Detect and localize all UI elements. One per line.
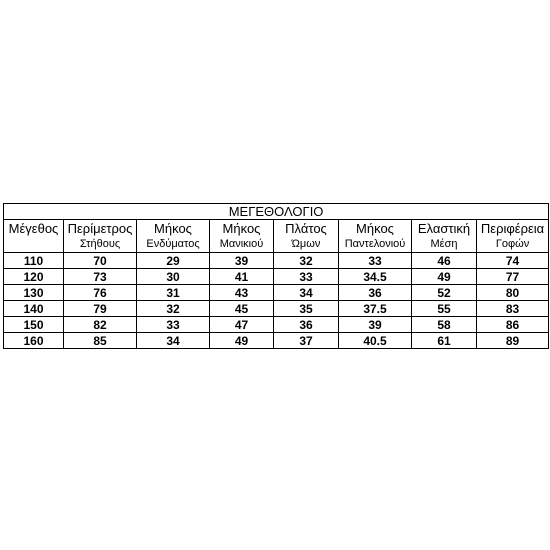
size-cell: 150	[4, 317, 64, 333]
measurement-cell: 35	[274, 301, 339, 317]
table-row	[4, 301, 549, 317]
measurement-cell: 82	[64, 317, 137, 333]
measurement-cell: 89	[477, 333, 549, 349]
size-chart-table	[3, 203, 549, 349]
measurement-cell: 83	[477, 301, 549, 317]
header-row	[4, 220, 549, 237]
measurement-cell: 34.5	[339, 269, 412, 285]
measurement-cell: 45	[210, 301, 274, 317]
measurement-cell: 80	[477, 285, 549, 301]
title-row	[4, 204, 549, 220]
table-row	[4, 317, 549, 333]
column-subheader: Στήθους	[64, 236, 137, 253]
column-subheader: Μανικιού	[210, 236, 274, 253]
column-subheader: Γοφών	[477, 236, 549, 253]
subheader-row	[4, 236, 549, 253]
column-header: Μήκος	[137, 220, 210, 237]
table-title: ΜΕΓΕΘΟΛΟΓΙΟ	[4, 204, 549, 220]
measurement-cell: 33	[274, 269, 339, 285]
measurement-cell: 49	[412, 269, 477, 285]
measurement-cell: 47	[210, 317, 274, 333]
column-header: Περιφέρεια	[477, 220, 549, 237]
size-cell: 110	[4, 253, 64, 269]
measurement-cell: 29	[137, 253, 210, 269]
measurement-cell: 34	[137, 333, 210, 349]
measurement-cell: 70	[64, 253, 137, 269]
measurement-cell: 32	[137, 301, 210, 317]
measurement-cell: 52	[412, 285, 477, 301]
measurement-cell: 33	[339, 253, 412, 269]
size-cell: 160	[4, 333, 64, 349]
measurement-cell: 36	[274, 317, 339, 333]
column-header: Ελαστική	[412, 220, 477, 237]
measurement-cell: 33	[137, 317, 210, 333]
column-subheader: Μέση	[412, 236, 477, 253]
measurement-cell: 49	[210, 333, 274, 349]
measurement-cell: 32	[274, 253, 339, 269]
measurement-cell: 36	[339, 285, 412, 301]
measurement-cell: 39	[339, 317, 412, 333]
column-subheader: Ώμων	[274, 236, 339, 253]
measurement-cell: 41	[210, 269, 274, 285]
measurement-cell: 76	[64, 285, 137, 301]
table-row	[4, 333, 549, 349]
measurement-cell: 77	[477, 269, 549, 285]
column-header: Πλάτος	[274, 220, 339, 237]
measurement-cell: 79	[64, 301, 137, 317]
measurement-cell: 86	[477, 317, 549, 333]
size-cell: 120	[4, 269, 64, 285]
measurement-cell: 61	[412, 333, 477, 349]
column-header: Μήκος	[210, 220, 274, 237]
table-row	[4, 253, 549, 269]
column-subheader: Παντελονιού	[339, 236, 412, 253]
measurement-cell: 85	[64, 333, 137, 349]
table-row	[4, 285, 549, 301]
measurement-cell: 39	[210, 253, 274, 269]
measurement-cell: 43	[210, 285, 274, 301]
measurement-cell: 30	[137, 269, 210, 285]
measurement-cell: 58	[412, 317, 477, 333]
measurement-cell: 40.5	[339, 333, 412, 349]
measurement-cell: 74	[477, 253, 549, 269]
measurement-cell: 37.5	[339, 301, 412, 317]
measurement-cell: 34	[274, 285, 339, 301]
size-cell: 140	[4, 301, 64, 317]
measurement-cell: 55	[412, 301, 477, 317]
measurement-cell: 46	[412, 253, 477, 269]
measurement-cell: 31	[137, 285, 210, 301]
column-subheader: Ενδύματος	[137, 236, 210, 253]
size-cell: 130	[4, 285, 64, 301]
column-header: Περίμετρος	[64, 220, 137, 237]
column-subheader	[4, 236, 64, 253]
column-header: Μήκος	[339, 220, 412, 237]
table-row	[4, 269, 549, 285]
measurement-cell: 37	[274, 333, 339, 349]
measurement-cell: 73	[64, 269, 137, 285]
column-header: Μέγεθος	[4, 220, 64, 237]
